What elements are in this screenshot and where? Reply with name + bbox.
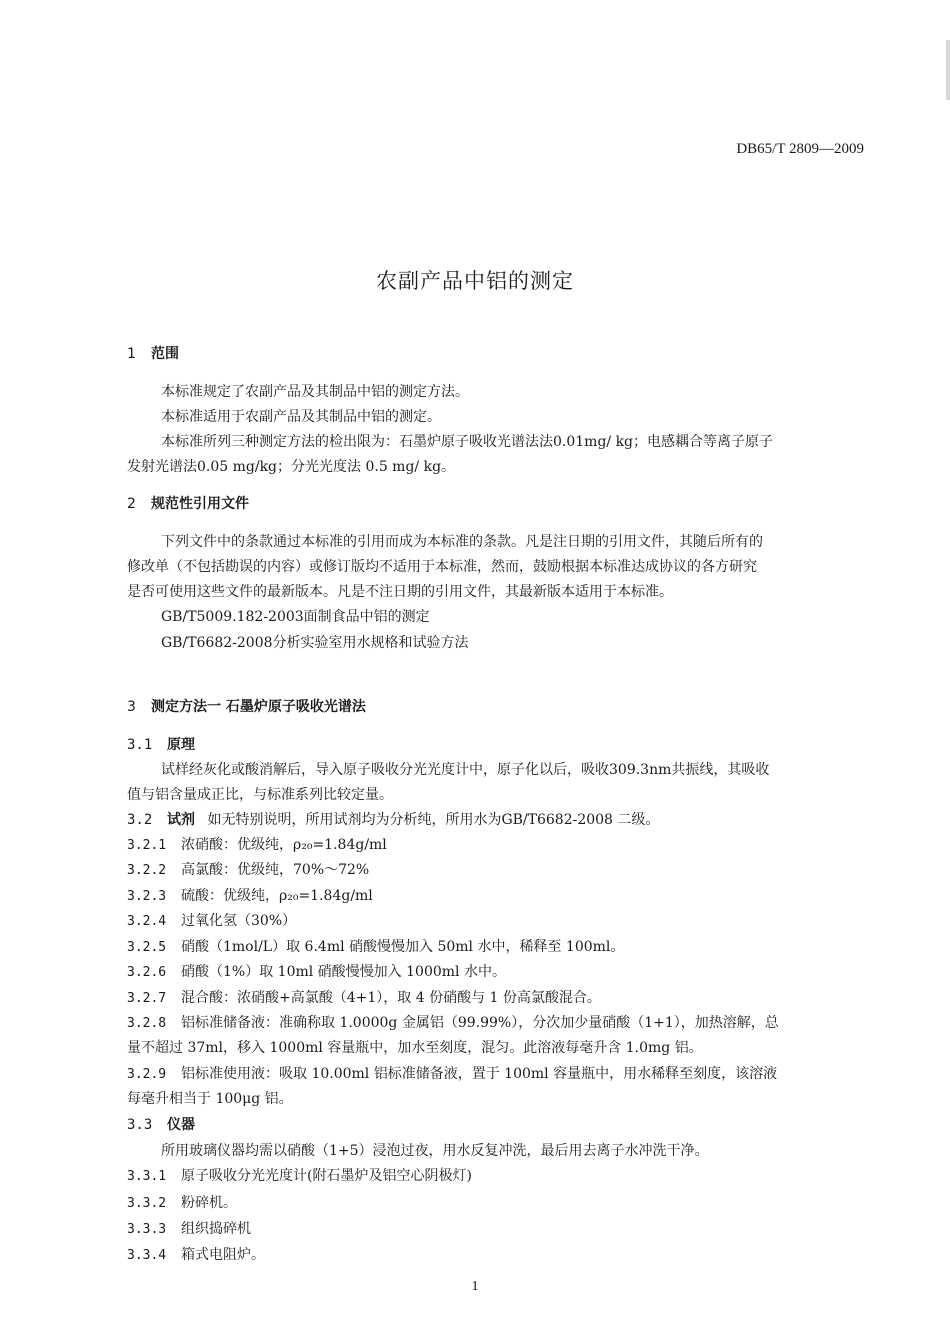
item-number: 3.2.3 [127, 889, 167, 904]
item-text: 混合酸：浓硝酸+高氯酸（4+1），取 4 份硝酸与 1 份高氯酸混合。 [181, 990, 601, 1006]
section-1-heading [127, 343, 179, 363]
reference-item: GB/T5009.182-2003面制食品中铝的测定 [161, 609, 430, 625]
instrument-item [127, 1244, 265, 1264]
section-2-heading [127, 493, 249, 513]
subsection-3-3-heading [127, 1114, 195, 1134]
instrument-item [127, 1192, 237, 1212]
item-number: 3.2.2 [127, 863, 167, 878]
paragraph-continued: 是否可使用这些文件的最新版本。凡是不注日期的引用文件，其最新版本适用于本标准。 [127, 584, 673, 600]
subsection-number: 3.2 [127, 812, 153, 828]
item-number: 3.3.3 [127, 1222, 167, 1237]
reagent-item [127, 961, 506, 981]
page-number: 1 [471, 1279, 479, 1294]
item-text: 硝酸（1%）取 10ml 硝酸慢慢加入 1000ml 水中。 [181, 964, 506, 980]
reagent-item [127, 859, 369, 879]
item-text: 组织捣碎机 [181, 1221, 251, 1237]
instrument-item [127, 1165, 472, 1185]
item-text: 原子吸收分光光度计(附石墨炉及铝空心阴极灯) [181, 1168, 472, 1184]
reagent-item [127, 885, 373, 905]
section-number: 1 [127, 346, 136, 362]
subsection-number: 3.3 [127, 1117, 153, 1133]
paragraph: 试样经灰化或酸消解后，导入原子吸收分光光度计中，原子化以后，吸收309.3nm共振线，其吸收 [161, 762, 770, 778]
item-number: 3.2.8 [127, 1016, 167, 1031]
item-number: 3.2.9 [127, 1067, 167, 1082]
section-3-heading [127, 696, 366, 716]
paragraph: 本标准规定了农副产品及其制品中铝的测定方法。 [161, 384, 469, 400]
paragraph: 本标准所列三种测定方法的检出限为：石墨炉原子吸收光谱法法0.01mg/ kg；电感耦合等离子原子 [161, 434, 774, 450]
reagent-item-continued: 量不超过 37ml，移入 1000ml 容量瓶中，加水至刻度，混匀。此溶液每毫升含 1.0mg 铝。 [127, 1040, 703, 1056]
paragraph-continued: 修改单（不包括勘误的内容）或修订版均不适用于本标准，然而，鼓励根据本标准达成协议的各方研究 [127, 559, 757, 575]
subsection-title: 仪器 [167, 1117, 195, 1133]
section-number: 2 [127, 496, 136, 512]
scan-edge [946, 40, 950, 100]
item-number: 3.3.1 [127, 1169, 167, 1184]
paragraph: 本标准适用于农副产品及其制品中铝的测定。 [161, 409, 441, 425]
section-number: 3 [127, 699, 136, 715]
reagent-item [127, 1012, 779, 1032]
item-number: 3.2.1 [127, 838, 167, 853]
reagent-item [127, 936, 624, 956]
item-text: 浓硝酸：优级纯，ρ₂₀=1.84g/ml [181, 837, 387, 853]
paragraph: 所用玻璃仪器均需以硝酸（1+5）浸泡过夜，用水反复冲洗，最后用去离子水冲洗干净。 [161, 1143, 709, 1159]
item-text: 粉碎机。 [181, 1195, 237, 1211]
item-number: 3.2.7 [127, 991, 167, 1006]
paragraph-continued: 发射光谱法0.05 mg/kg；分光光度法 0.5 mg/ kg。 [127, 459, 456, 475]
subsection-title: 试剂 [167, 812, 195, 828]
item-number: 3.2.5 [127, 940, 167, 955]
instrument-item [127, 1218, 251, 1238]
item-number: 3.3.2 [127, 1196, 167, 1211]
item-text: 硝酸（1mol/L）取 6.4ml 硝酸慢慢加入 50ml 水中，稀释至 100ml。 [181, 939, 625, 955]
section-title: 范围 [151, 346, 179, 362]
standard-code: DB65/T 2809—2009 [736, 141, 864, 157]
document-title: 农副产品中铝的测定 [376, 269, 574, 293]
reagent-item [127, 1063, 777, 1083]
item-number: 3.2.4 [127, 914, 167, 929]
subsection-title: 原理 [167, 737, 195, 753]
item-text: 硫酸：优级纯，ρ₂₀=1.84g/ml [181, 888, 373, 904]
item-text: 铝标准使用液：吸取 10.00ml 铝标准储备液，置于 100ml 容量瓶中，用水稀释至刻度，该溶液 [181, 1066, 778, 1082]
reagent-item-continued: 每毫升相当于 100μg 铝。 [127, 1091, 293, 1107]
section-title: 测定方法一 石墨炉原子吸收光谱法 [151, 699, 366, 715]
paragraph: 下列文件中的条款通过本标准的引用而成为本标准的条款。凡是注日期的引用文件，其随后所有的 [161, 534, 763, 550]
item-text: 高氯酸：优级纯，70%～72% [181, 862, 370, 878]
item-text: 铝标准储备液：准确称取 1.0000g 金属铝（99.99%），分次加少量硝酸（1+1），加热溶解，总 [181, 1015, 779, 1031]
item-number: 3.2.6 [127, 965, 167, 980]
reagent-item [127, 987, 601, 1007]
reagent-item [127, 834, 387, 854]
reagent-item [127, 910, 296, 930]
item-number: 3.3.4 [127, 1248, 167, 1263]
item-text: 过氧化氢（30%） [181, 913, 297, 929]
subsection-number: 3.1 [127, 737, 153, 753]
reference-item: GB/T6682-2008分析实验室用水规格和试验方法 [161, 635, 469, 651]
subsection-text: 如无特别说明，所用试剂均为分析纯，所用水为GB/T6682-2008 二级。 [207, 812, 660, 828]
paragraph-continued: 值与铝含量成正比，与标准系列比较定量。 [127, 787, 393, 803]
section-title: 规范性引用文件 [151, 496, 249, 512]
item-text: 箱式电阻炉。 [181, 1247, 265, 1263]
subsection-3-2-heading [127, 809, 659, 829]
subsection-3-1-heading [127, 734, 195, 754]
